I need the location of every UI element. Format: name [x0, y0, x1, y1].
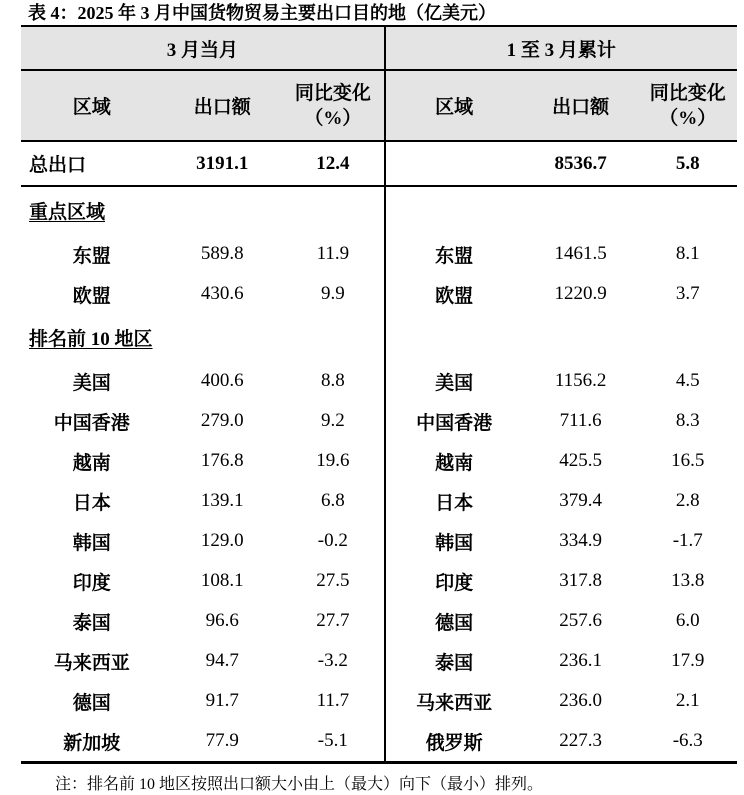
- march-half: [21, 142, 384, 185]
- region-cell: 日本: [72, 492, 111, 514]
- table-row: [21, 601, 737, 641]
- region-cell: 德国: [435, 612, 474, 634]
- yoy-change-cell: 11.7: [316, 690, 350, 711]
- export-value-cell: 77.9: [205, 730, 239, 751]
- cumulative-half: [384, 521, 737, 561]
- export-value-cell: 91.7: [205, 690, 239, 711]
- region-cell: 欧盟: [72, 285, 111, 307]
- yoy-change-cell: 9.2: [320, 410, 345, 431]
- region-cell: 印度: [72, 572, 111, 594]
- region-cell: 泰国: [435, 652, 474, 674]
- export-value-cell: 257.6: [559, 610, 602, 631]
- table-body: [21, 142, 737, 761]
- cumulative-half: [384, 721, 737, 761]
- yoy-change-cell: 6.0: [675, 610, 700, 631]
- march-half: [21, 401, 384, 441]
- cumulative-half: [384, 361, 737, 401]
- group-header-jan-mar-cumulative: 1 至 3 月累计: [384, 27, 737, 69]
- export-value-cell: 334.9: [559, 530, 602, 551]
- cumulative-half: [384, 142, 737, 185]
- yoy-change-cell: -1.7: [672, 530, 703, 551]
- table-row: [21, 234, 737, 274]
- cumulative-half: [384, 314, 737, 361]
- march-half: [21, 521, 384, 561]
- export-value-cell: 1156.2: [554, 370, 607, 391]
- export-value-cell: 236.0: [559, 690, 602, 711]
- table-row: [21, 187, 737, 234]
- yoy-change-cell: -5.1: [317, 730, 348, 751]
- table-row: [21, 401, 737, 441]
- export-value-cell: 589.8: [200, 243, 244, 264]
- export-destinations-table: [21, 25, 737, 764]
- region-cell: 俄罗斯: [425, 732, 483, 754]
- cumulative-column-headers: [384, 71, 737, 140]
- export-value-cell: 94.7: [205, 650, 239, 671]
- march-half: [21, 361, 384, 401]
- region-cell: 越南: [435, 452, 474, 474]
- table-row: [21, 441, 737, 481]
- export-value-cell: 176.8: [200, 450, 244, 471]
- export-value-cell: 379.4: [559, 490, 602, 511]
- cumulative-half: [384, 187, 737, 234]
- yoy-change-cell: 27.7: [316, 610, 350, 631]
- region-cell: 重点区域: [29, 202, 106, 223]
- march-half: [21, 601, 384, 641]
- yoy-change-cell: 13.8: [671, 570, 705, 591]
- yoy-change-cell: 27.5: [316, 570, 350, 591]
- region-cell: 日本: [435, 492, 474, 514]
- table-row: [21, 561, 737, 601]
- yoy-change-unit: （%）: [659, 107, 717, 129]
- export-value-cell: 317.8: [559, 570, 602, 591]
- region-cell: 韩国: [435, 532, 474, 554]
- region-cell: 德国: [72, 692, 111, 714]
- yoy-change-label: 同比变化: [294, 82, 371, 104]
- export-value-cell: 129.0: [200, 530, 244, 551]
- yoy-change-cell: 12.4: [316, 152, 350, 174]
- yoy-change-label: 同比变化: [649, 82, 726, 104]
- yoy-change-cell: 6.8: [320, 490, 345, 511]
- march-half: [21, 481, 384, 521]
- table-row: [21, 721, 737, 761]
- region-cell: 马来西亚: [53, 652, 130, 674]
- march-half: [21, 274, 384, 314]
- export-value-cell: 1461.5: [554, 243, 607, 264]
- table-row: [21, 681, 737, 721]
- yoy-change-cell: 16.5: [671, 450, 705, 471]
- export-value-cell: 400.6: [200, 370, 244, 391]
- yoy-change-cell: 8.1: [675, 243, 700, 264]
- column-header-yoy-change: [282, 81, 384, 131]
- table-row: [21, 641, 737, 681]
- cumulative-half: [384, 401, 737, 441]
- yoy-change-cell: 8.3: [675, 410, 700, 431]
- region-cell: 美国: [435, 372, 474, 394]
- region-cell: 中国香港: [53, 412, 130, 434]
- table-row: [21, 481, 737, 521]
- table-row: [21, 361, 737, 401]
- region-cell: 中国香港: [416, 412, 493, 434]
- region-cell: 泰国: [72, 612, 111, 634]
- cumulative-half: [384, 641, 737, 681]
- march-half: [21, 641, 384, 681]
- column-header-region: 区域: [72, 97, 111, 118]
- yoy-change-cell: 17.9: [671, 650, 705, 671]
- export-value-cell: 425.5: [559, 450, 602, 471]
- region-cell: 欧盟: [435, 285, 474, 307]
- yoy-change-cell: 19.6: [316, 450, 350, 471]
- yoy-change-cell: -6.3: [672, 730, 703, 751]
- export-value-cell: 227.3: [559, 730, 602, 751]
- region-cell: 美国: [72, 372, 111, 394]
- march-half: [21, 187, 384, 234]
- region-cell: 印度: [435, 572, 474, 594]
- column-header-row: [21, 71, 737, 142]
- cumulative-half: [384, 441, 737, 481]
- table-title: 表 4：2025 年 3 月中国货物贸易主要出口目的地（亿美元）: [28, 3, 496, 23]
- export-value-cell: 108.1: [200, 570, 244, 591]
- yoy-change-cell: 5.8: [675, 152, 700, 174]
- table-row: [21, 314, 737, 361]
- footnote: 注：排名前 10 地区按照出口额大小由上（最大）向下（最小）排列。: [55, 776, 544, 793]
- column-header-yoy-change: [639, 81, 737, 131]
- yoy-change-cell: -3.2: [317, 650, 348, 671]
- table-row: [21, 521, 737, 561]
- region-cell: 韩国: [72, 532, 111, 554]
- region-cell: 马来西亚: [416, 692, 493, 714]
- export-value-cell: 8536.7: [554, 152, 607, 174]
- cumulative-half: [384, 481, 737, 521]
- yoy-change-cell: 4.5: [675, 370, 700, 391]
- cumulative-half: [384, 601, 737, 641]
- region-cell: 排名前 10 地区: [29, 329, 153, 350]
- yoy-change-cell: 9.9: [320, 283, 345, 304]
- export-value-cell: 236.1: [559, 650, 602, 671]
- march-column-headers: [21, 71, 384, 140]
- march-half: [21, 234, 384, 274]
- region-cell: 东盟: [435, 245, 474, 267]
- yoy-change-cell: 3.7: [675, 283, 700, 304]
- yoy-change-cell: 2.1: [675, 690, 700, 711]
- export-value-cell: 96.6: [205, 610, 239, 631]
- export-value-cell: 279.0: [200, 410, 244, 431]
- march-half: [21, 681, 384, 721]
- column-header-export-value: 出口额: [193, 97, 251, 118]
- group-header-row: [21, 27, 737, 71]
- export-value-cell: 3191.1: [196, 152, 249, 174]
- yoy-change-cell: 11.9: [316, 243, 350, 264]
- region-cell: 越南: [72, 452, 111, 474]
- cumulative-half: [384, 274, 737, 314]
- export-value-cell: 1220.9: [554, 283, 607, 304]
- region-cell: 总出口: [29, 155, 87, 176]
- march-half: [21, 561, 384, 601]
- column-header-export-value: 出口额: [552, 97, 610, 118]
- column-header-region: 区域: [435, 97, 474, 118]
- march-half: [21, 314, 384, 361]
- yoy-change-cell: 2.8: [675, 490, 700, 511]
- export-value-cell: 139.1: [200, 490, 244, 511]
- region-cell: 新加坡: [63, 732, 121, 754]
- yoy-change-cell: 8.8: [320, 370, 345, 391]
- group-header-march: 3 月当月: [166, 39, 238, 61]
- march-half: [21, 721, 384, 761]
- region-cell: 东盟: [72, 245, 111, 267]
- cumulative-half: [384, 561, 737, 601]
- export-value-cell: 430.6: [200, 283, 244, 304]
- export-value-cell: 711.6: [559, 410, 602, 431]
- yoy-change-unit: （%）: [304, 107, 362, 129]
- table-row: [21, 274, 737, 314]
- cumulative-half: [384, 234, 737, 274]
- table-row: [21, 142, 737, 187]
- march-half: [21, 441, 384, 481]
- yoy-change-cell: -0.2: [317, 530, 348, 551]
- cumulative-half: [384, 681, 737, 721]
